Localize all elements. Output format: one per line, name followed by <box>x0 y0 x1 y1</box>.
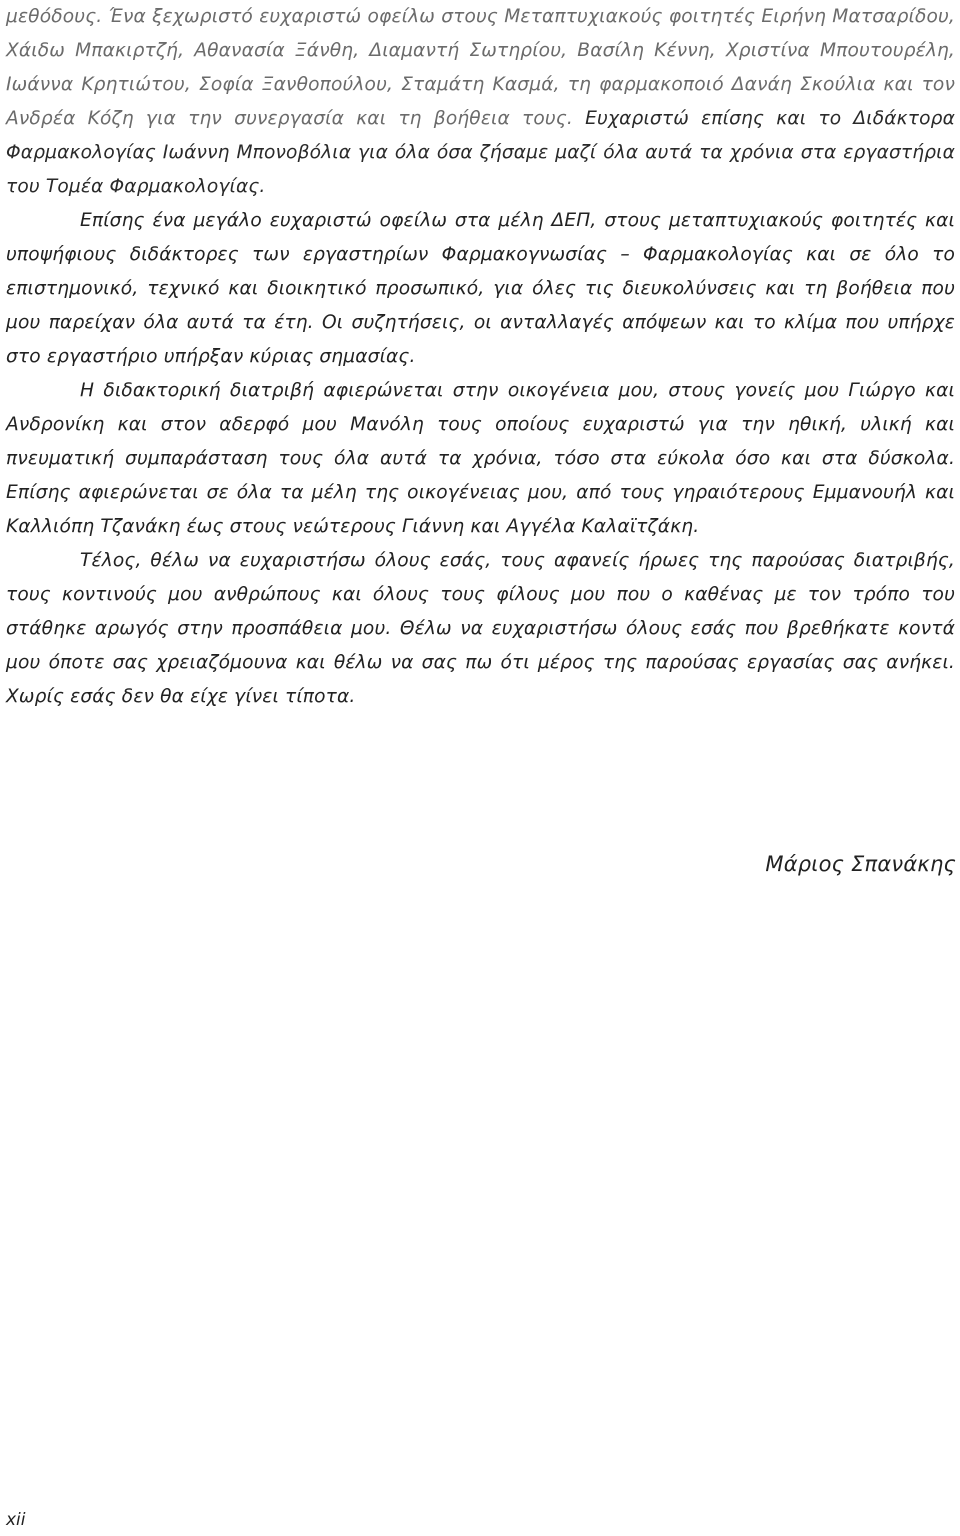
paragraph-1-lead: μεθόδους. Ένα ξεχωριστό ευχαριστώ οφείλω στους Μεταπτυχιακούς φοιτητές Ειρήνη Ματσαρίδου, Χάιδω Μπακιρτζή, Αθανασία Ξάνθη, Διαμαντή Σωτηρίου, Βασίλη Κέννη, Χριστίνα Μπουτουρέλη, Ιωάννα Κρητιώτου, Σοφία Ξανθοπούλου, Σταμάτη Κασμά, τη φαρμακοποιό Δανάη Σκούλια και τον Ανδρέα Κόζη για την συνεργασία και τη βοήθεια τους. <box>6 6 955 129</box>
paragraph-4: Τέλος, θέλω να ευχαριστήσω όλους εσάς, τους αφανείς ήρωες της παρούσας διατριβής, τους κοντινούς μου ανθρώπους και όλους τους φίλους μου που ο καθένας με τον τρόπο του στάθηκε αρωγός στην προσπάθεια μου. Θέλω να ευχαριστήσω όλους εσάς που βρεθήκατε κοντά μου όποτε σας χρειαζόμουνα και θέλω να σας πω ότι μέρος της παρούσας εργασίας σας ανήκει. Χωρίς εσάς δεν θα είχε γίνει τίποτα. <box>6 550 955 707</box>
page-number: xii <box>6 1510 26 1530</box>
paragraph-1 <box>6 0 955 204</box>
author-signature: Μάριος Σπανάκης <box>765 852 956 876</box>
document-body <box>6 0 955 714</box>
paragraph-2: Επίσης ένα μεγάλο ευχαριστώ οφείλω στα μέλη ΔΕΠ, στους μεταπτυχιακούς φοιτητές και υποψήφιους διδάκτορες των εργαστηρίων Φαρμακογνωσίας – Φαρμακολογίας και σε όλο το επιστημονικό, τεχνικό και διοικητικό προσωπικό, για όλες τις διευκολύνσεις και τη βοήθεια που μου παρείχαν όλα αυτά τα έτη. Οι συζητήσεις, οι ανταλλαγές απόψεων και το κλίμα που υπήρχε στο εργαστήριο υπήρξαν κύριας σημασίας. <box>6 210 955 367</box>
paragraph-1-rest: Ευχαριστώ επίσης και το Διδάκτορα Φαρμακολογίας Ιωάννη Μπονοβόλια για όλα όσα ζήσαμε μαζί όλα αυτά τα χρόνια στα εργαστήρια του Τομέα Φαρμακολογίας. <box>6 108 956 197</box>
paragraph-3: Η διδακτορική διατριβή αφιερώνεται στην οικογένεια μου, στους γονείς μου Γιώργο και Ανδρονίκη και στον αδερφό μου Μανόλη τους οποίους ευχαριστώ για την ηθική, υλική και πνευματική συμπαράσταση τους όλα αυτά τα χρόνια, τόσο στα εύκολα όσο και στα δύσκολα. Επίσης αφιερώνεται σε όλα τα μέλη της οικογένειας μου, από τους γηραιότερους Εμμανουήλ και Καλλιόπη Τζανάκη έως στους νεώτερους Γιάννη και Αγγέλα Καλαϊτζάκη. <box>6 380 955 537</box>
